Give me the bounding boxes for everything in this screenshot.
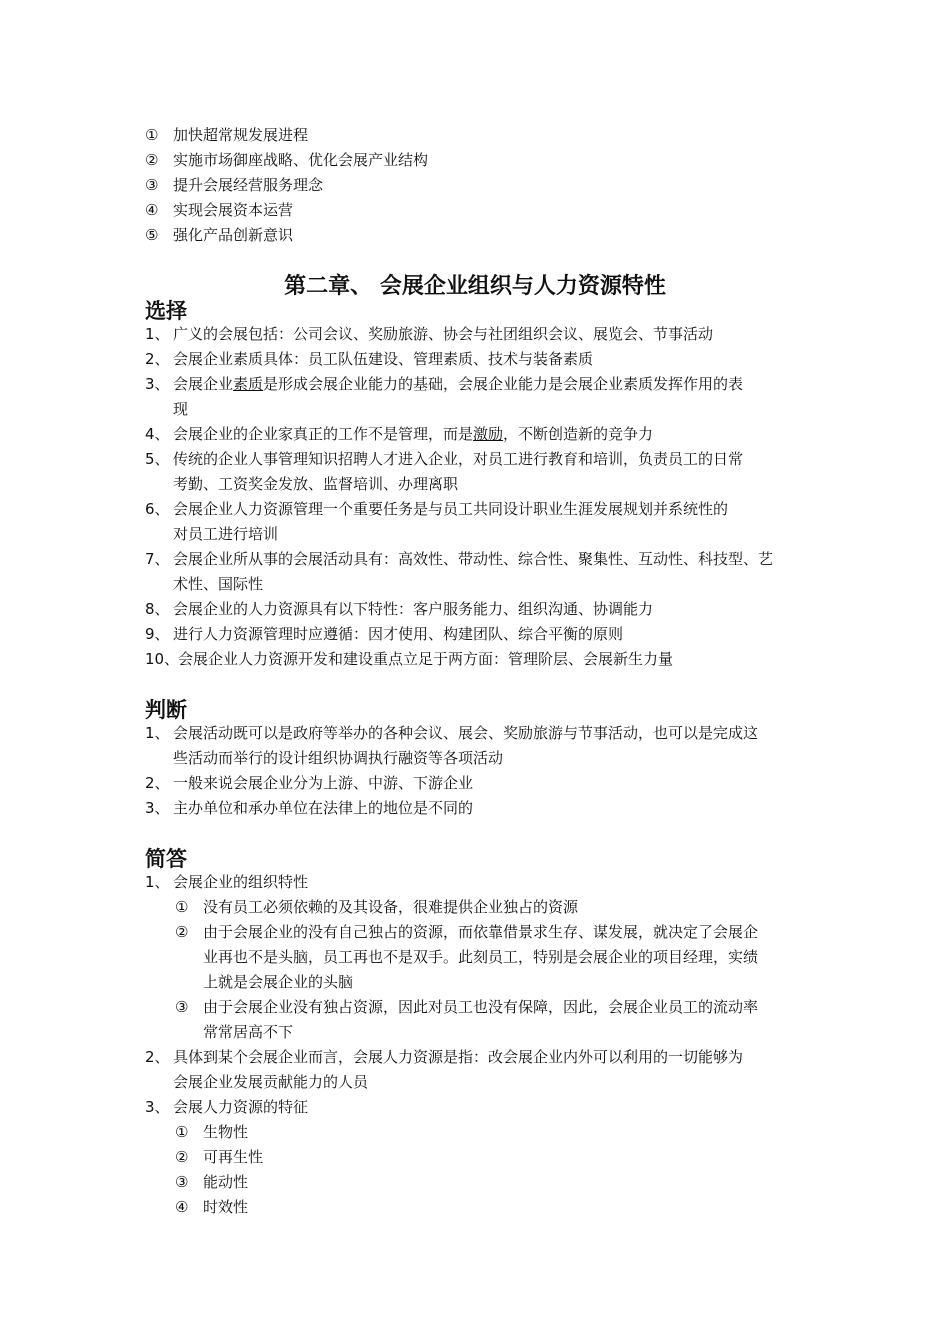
list-marker: 2、 [145,350,170,368]
section-heading-choice: 选择 [145,299,187,323]
list-item-continuation: 术性、国际性 [173,575,264,593]
list-marker: ⑤ [145,226,159,244]
sub-list-item-continuation: 上就是会展企业的头脑 [203,973,354,991]
list-marker: 3、 [145,1098,170,1116]
text-span: 会展企业 [173,375,234,393]
list-marker: 1、 [145,724,170,742]
list-item-continuation: 些活动而举行的设计组织协调执行融资等各项活动 [173,749,504,767]
list-item-continuation: 对员工进行培训 [173,525,279,543]
sub-list-item: 生物性 [203,1123,249,1141]
underlined-term: 素质 [233,375,264,393]
list-marker: 3、 [145,375,170,393]
list-item: 会展企业所从事的会展活动具有：高效性、带动性、综合性、聚集性、互动性、科技型、艺 [173,550,774,568]
list-marker: 2、 [145,774,170,792]
list-item: 传统的企业人事管理知识招聘人才进入企业，对员工进行教育和培训，负责员工的日常 [173,450,744,468]
sub-list-item: 由于会展企业的没有自己独占的资源，而依靠借景求生存、谋发展，就决定了会展企 [203,923,759,941]
sub-list-item: 由于会展企业没有独占资源，因此对员工也没有保障，因此，会展企业员工的流动率 [203,998,759,1016]
list-item: 一般来说会展企业分为上游、中游、下游企业 [173,774,474,792]
sub-list-item: 可再生性 [203,1148,264,1166]
list-marker: 6、 [145,500,170,518]
list-item: 实施市场御座战略、优化会展产业结构 [173,151,429,169]
list-item: 会展企业素质具体：员工队伍建设、管理素质、技术与装备素质 [173,350,594,368]
list-marker: 1、 [145,873,170,891]
list-item: 会展人力资源的特征 [173,1098,309,1116]
list-marker: 2、 [145,1048,170,1066]
list-item: 会展企业的组织特性 [173,873,309,891]
list-item: 广义的会展包括：公司会议、奖励旅游、协会与社团组织会议、展览会、节事活动 [173,325,714,343]
sub-list-item: 没有员工必须依赖的及其设备，很难提供企业独占的资源 [203,898,579,916]
text-span: ，不断创造新的竞争力 [503,425,654,443]
list-item: 进行人力资源管理时应遵循：因才使用、构建团队、综合平衡的原则 [173,625,624,643]
list-item: 加快超常规发展进程 [173,126,309,144]
list-marker: 8、 [145,600,170,618]
list-marker: ④ [145,201,159,219]
sub-list-item: 能动性 [203,1173,249,1191]
section-heading-judge: 判断 [145,698,187,722]
sub-list-marker: ③ [175,1173,189,1191]
chapter-title: 第二章、 会展企业组织与人力资源特性 [284,274,666,299]
list-marker: 4、 [145,425,170,443]
text-span: 会展企业的企业家真正的工作不是管理，而是 [173,425,474,443]
sub-list-item: 时效性 [203,1198,249,1216]
list-marker: 9、 [145,625,170,643]
list-item-continuation: 考勤、工资奖金发放、监督培训、办理离职 [173,475,459,493]
underlined-term: 激励 [473,425,504,443]
list-item: 会展活动既可以是政府等举办的各种会议、展会、奖励旅游与节事活动，也可以是完成这 [173,724,759,742]
list-marker: 1、 [145,325,170,343]
list-marker: ③ [145,176,159,194]
list-item-continuation: 会展企业发展贡献能力的人员 [173,1073,369,1091]
list-item: 提升会展经营服务理念 [173,176,324,194]
sub-list-marker: ② [175,1148,189,1166]
list-marker: 10、 [145,650,180,668]
list-item: 会展企业人力资源开发和建设重点立足于两方面：管理阶层、会展新生力量 [178,650,674,668]
list-item-continuation: 现 [173,400,189,418]
list-item: 会展企业人力资源管理一个重要任务是与员工共同设计职业生涯发展规划并系统性的 [173,500,729,518]
list-marker: 5、 [145,450,170,468]
list-item: 主办单位和承办单位在法律上的地位是不同的 [173,799,474,817]
sub-list-marker: ① [175,1123,189,1141]
list-item: 强化产品创新意识 [173,226,294,244]
sub-list-marker: ① [175,898,189,916]
list-item [173,372,743,397]
sub-list-item-continuation: 业再也不是头脑，员工再也不是双手。此刻员工，特别是会展企业的项目经理，实绩 [203,948,759,966]
list-marker: 7、 [145,550,170,568]
list-item: 具体到某个会展企业而言，会展人力资源是指：改会展企业内外可以利用的一切能够为 [173,1048,744,1066]
list-item: 会展企业的人力资源具有以下特性：客户服务能力、组织沟通、协调能力 [173,600,654,618]
section-heading-short-answer: 简答 [145,847,187,871]
list-marker: ② [145,151,159,169]
sub-list-marker: ④ [175,1198,189,1216]
list-item [173,422,653,447]
list-marker: ① [145,126,159,144]
sub-list-marker: ③ [175,998,189,1016]
sub-list-item-continuation: 常常居高不下 [203,1023,294,1041]
text-span: 是形成会展企业能力的基础，会展企业能力是会展企业素质发挥作用的表 [263,375,744,393]
list-item: 实现会展资本运营 [173,201,294,219]
list-marker: 3、 [145,799,170,817]
sub-list-marker: ② [175,923,189,941]
